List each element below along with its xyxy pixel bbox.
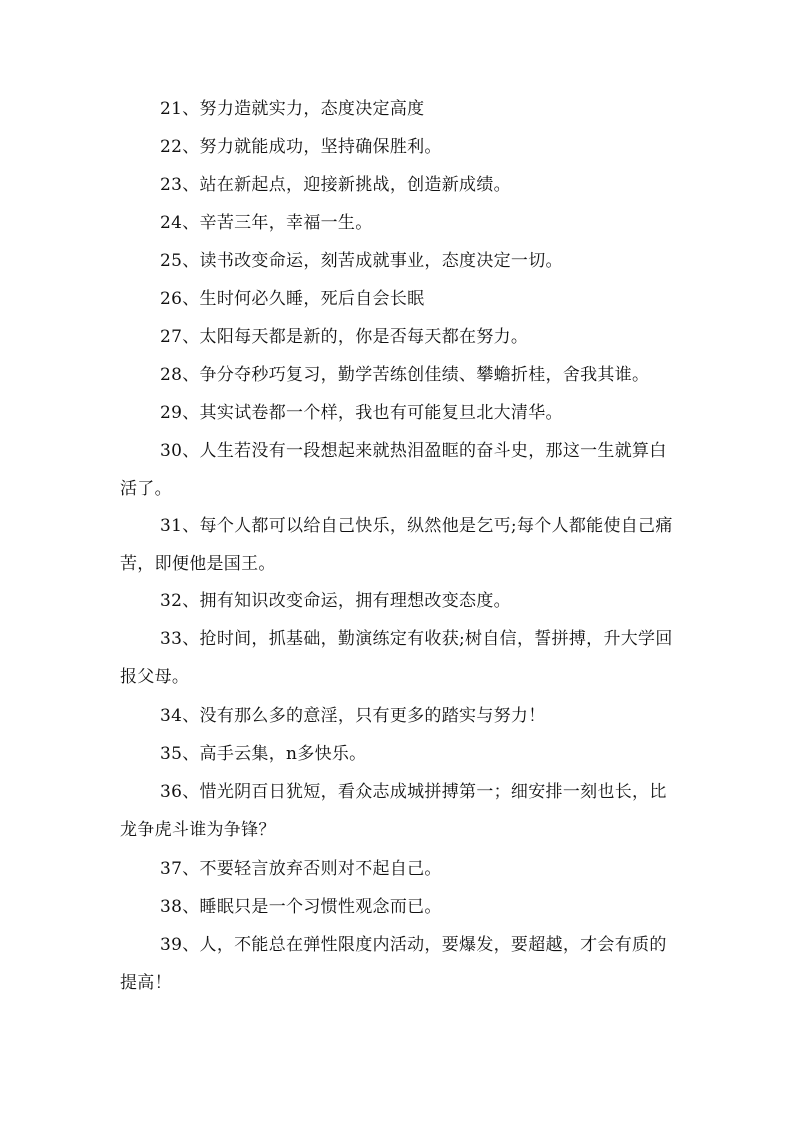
list-item: 32、拥有知识改变命运，拥有理想改变态度。 — [160, 591, 511, 611]
list-item: 27、太阳每天都是新的，你是否每天都在努力。 — [160, 327, 529, 347]
list-item: 31、每个人都可以给自己快乐，纵然他是乞丐;每个人都能使自己痛苦，即便他是国王。 — [120, 516, 673, 574]
list-item: 34、没有那么多的意淫，只有更多的踏实与努力！ — [160, 706, 546, 726]
list-item: 22、努力就能成功，坚持确保胜利。 — [160, 137, 442, 157]
list-item: 30、人生若没有一段想起来就热泪盈眶的奋斗史，那这一生就算白活了。 — [120, 441, 667, 499]
list-item: 23、站在新起点，迎接新挑战，创造新成绩。 — [160, 175, 511, 195]
list-item: 25、读书改变命运，刻苦成就事业，态度决定一切。 — [160, 251, 563, 271]
list-item: 39、人，不能总在弹性限度内活动，要爆发，要超越，才会有质的提高！ — [120, 935, 667, 993]
list-item: 28、争分夺秒巧复习，勤学苦练创佳绩、攀蟾折桂，舍我其谁。 — [160, 365, 650, 385]
list-item: 21、努力造就实力，态度决定高度 — [160, 99, 425, 119]
list-item: 29、其实试卷都一个样，我也有可能复旦北大清华。 — [160, 403, 563, 423]
list-item: 36、惜光阴百日犹短，看众志成城拼搏第一；细安排一刻也长，比龙争虎斗谁为争锋？ — [120, 782, 667, 840]
list-item: 24、辛苦三年，幸福一生。 — [160, 213, 373, 233]
list-item: 33、抢时间，抓基础，勤演练定有收获;树自信，誓拼搏，升大学回报父母。 — [120, 629, 673, 687]
list-item: 35、高手云集，n多快乐。 — [160, 744, 367, 764]
list-item: 26、生时何必久睡，死后自会长眠 — [160, 289, 425, 309]
list-item: 37、不要轻言放弃否则对不起自己。 — [160, 859, 442, 879]
list-item: 38、睡眠只是一个习惯性观念而已。 — [160, 897, 442, 917]
